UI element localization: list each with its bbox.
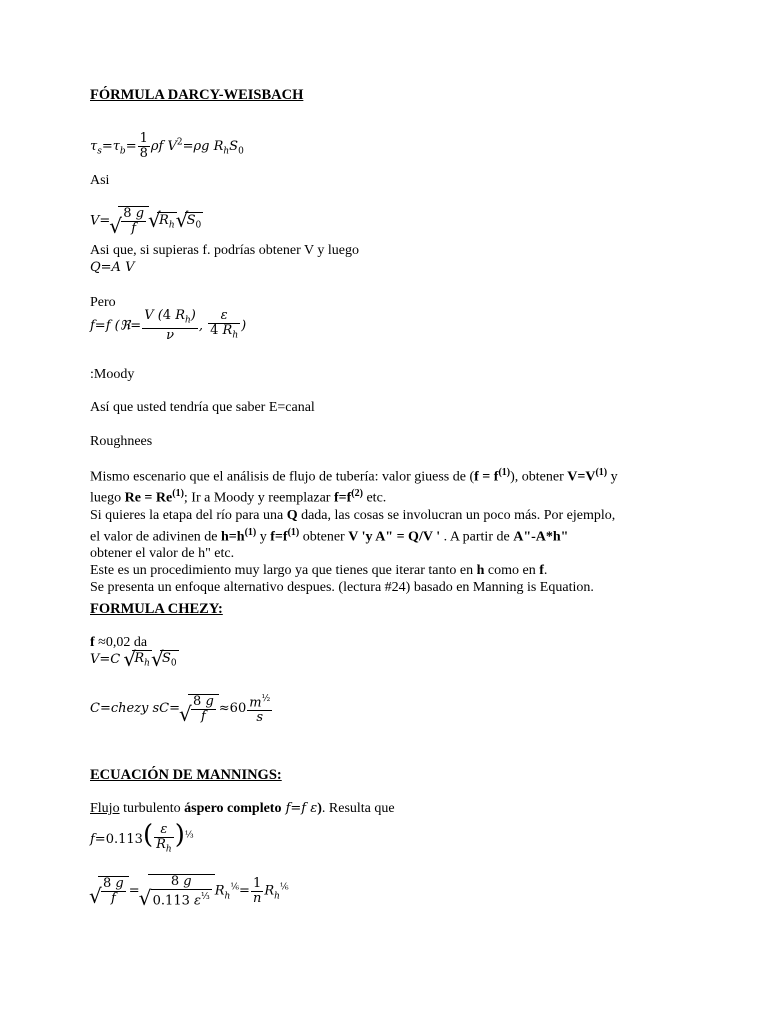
- text-asi-que: Asi que, si supieras f. podrías obtener V y luego: [90, 243, 359, 258]
- text-moody: :Moody: [90, 367, 135, 382]
- text-chezy-f: f ≈0,02 da: [90, 635, 148, 650]
- text-asi: Asi: [90, 173, 110, 188]
- heading-darcy-weisbach: FÓRMULA DARCY-WEISBACH: [90, 87, 304, 103]
- formula-friction-factor: f=f (ℜ= $\frac{V (4 R_h)}{\nu}$ , $\frac{\varepsilon}{4 R_h}$ ): [90, 308, 247, 343]
- formula-chezy-coefficient: C=chezy sC= √ $\frac{8 g}{f}$ ≈60 $\frac{m^{\frac{1}{2}}}{s}$: [90, 692, 273, 725]
- para-line-1: Mismo escenario que el análisis de flujo de tubería: valor giuess de $(f = f^{(1)})$, obtener $V=V^{(1)}$ y: [90, 467, 618, 485]
- formula-manning-relation: √ $\frac{8 g}{f}$ = √ $\frac{8 g}{0.113 \varepsilon^{\frac{1}{3}}}$ $R_h^{\frac{1}{6}}=$ $\frac{1}{n}$ $R_h^{\frac{1}{6}}$: [90, 874, 289, 908]
- formula-chezy-velocity: V=C √ $R_h√$ $S_0$: [90, 650, 179, 669]
- formula-manning-friction: f=0.113( $\frac{\varepsilon}{R_h}$ )$^{\frac{1}{3}}$: [90, 820, 194, 855]
- heading-chezy: FORMULA CHEZY:: [90, 601, 223, 617]
- formula-flow-q: Q=A V: [90, 260, 135, 275]
- para-line-3: Si quieres la etapa del río para una Q dada, las cosas se involucran un poco más. Por ejemplo,: [90, 507, 616, 523]
- para-line-5: obtener el valor de h" etc.: [90, 546, 235, 562]
- text-roughnees: Roughnees: [90, 434, 153, 449]
- heading-mannings: ECUACIÓN DE MANNINGS:: [90, 767, 282, 783]
- formula-velocity: V= √ $\frac{8 g}{f}$ √ $R_h√$ $S_0$: [90, 206, 203, 236]
- para-line-7: Se presenta un enfoque alternativo despues. (lectura #24) basado en Manning is Equation.: [90, 579, 594, 595]
- text-flujo: Flujo turbulento áspero completo f=f ε). Resulta que: [90, 801, 395, 816]
- formula-shear-stress: $\tau_s=\tau_b=$ $\frac{1}{8}$ ρf $V^2=\rho g$ $R_hS_0$: [90, 131, 244, 161]
- para-line-4: el valor de adivinen de $h=h^{(1)}$ y $f=f^{(1)}$ obtener V 'y A" = Q/V ' . A partir de A"-A*h": [90, 526, 569, 545]
- text-pero: Pero: [90, 295, 116, 310]
- para-line-6: Este es un procedimiento muy largo ya que tienes que iterar tanto en h como en f.: [90, 562, 548, 578]
- para-line-2: luego $Re = Re^{(1)}$; Ir a Moody y reemplazar $f=f^{(2)}$ etc.: [90, 488, 387, 507]
- text-saber: Así que usted tendría que saber E=canal: [90, 400, 315, 415]
- paragraph-procedure: [90, 465, 690, 597]
